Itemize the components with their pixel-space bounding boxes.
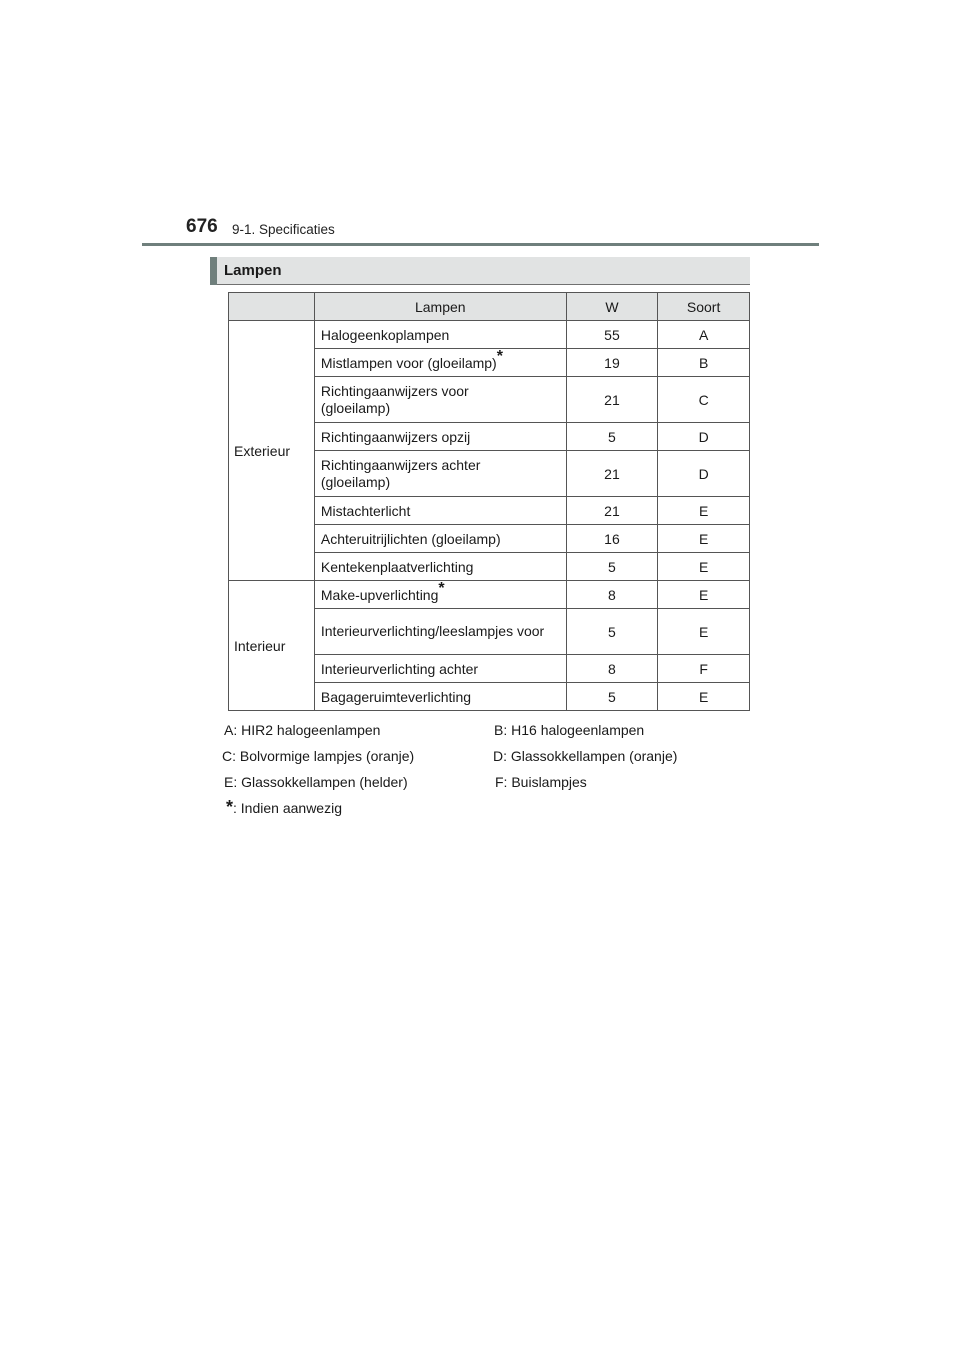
lamp-type: B: [658, 349, 750, 377]
legend-a: A: HIR2 halogeenlampen: [224, 722, 381, 738]
lamp-watt: 55: [566, 321, 658, 349]
lamp-watt: 19: [566, 349, 658, 377]
lamp-name: Kentekenplaatverlichting: [314, 553, 566, 581]
lamp-watt: 5: [566, 423, 658, 451]
group-label-exterior: Exterieur: [229, 321, 315, 581]
group-label-interior: Interieur: [229, 581, 315, 711]
column-header-group: [229, 293, 315, 321]
lamp-watt: 21: [566, 497, 658, 525]
legend-d: D: Glassokkellampen (oranje): [493, 748, 678, 764]
lamp-name: Mistachterlicht: [314, 497, 566, 525]
lamp-name: Halogeenkoplampen: [314, 321, 566, 349]
footnote-asterisk: *: [226, 797, 234, 817]
lamp-watt: 21: [566, 451, 658, 497]
footnote-text: : Indien aanwezig: [233, 800, 342, 816]
legend-e: E: Glassokkellampen (helder): [224, 774, 408, 790]
lamp-name-cell: [314, 581, 566, 609]
section-heading-bar: [210, 257, 750, 285]
lamp-type: A: [658, 321, 750, 349]
lamp-name-cell: [314, 349, 566, 377]
lamp-type: D: [658, 451, 750, 497]
table-row: [229, 321, 750, 349]
lamp-type: E: [658, 683, 750, 711]
lamp-watt: 8: [566, 655, 658, 683]
lamp-name: Richtingaanwijzers achter (gloeilamp): [314, 451, 566, 497]
lamp-spec-table: [228, 292, 750, 711]
header-rule: [142, 243, 819, 246]
lamp-type: C: [658, 377, 750, 423]
lamp-watt: 5: [566, 553, 658, 581]
column-header-type: Soort: [658, 293, 750, 321]
table-header-row: [229, 293, 750, 321]
lamp-watt: 16: [566, 525, 658, 553]
lamp-name: Richtingaanwijzers opzij: [314, 423, 566, 451]
lamp-type: E: [658, 497, 750, 525]
legend-b: B: H16 halogeenlampen: [494, 722, 645, 738]
lamp-type: E: [658, 609, 750, 655]
footnote: [226, 797, 342, 818]
lamp-type: E: [658, 553, 750, 581]
legend-c: C: Bolvormige lampjes (oranje): [222, 748, 415, 764]
lamp-watt: 21: [566, 377, 658, 423]
footnote-asterisk: *: [496, 347, 503, 365]
lamp-watt: 5: [566, 683, 658, 711]
column-header-watt: W: [566, 293, 658, 321]
lamp-name: Mistlampen voor (gloeilamp): [320, 354, 497, 371]
lamp-type: E: [658, 525, 750, 553]
section-reference: 9-1. Specificaties: [232, 222, 335, 237]
lamp-name: Bagageruimteverlichting: [314, 683, 566, 711]
lamp-name: Interieurverlichting achter: [314, 655, 566, 683]
page-number: 676: [186, 216, 218, 237]
table-row: [229, 581, 750, 609]
lamp-type: E: [658, 581, 750, 609]
lamp-type: D: [658, 423, 750, 451]
column-header-lamp: Lampen: [314, 293, 566, 321]
lamp-watt: 5: [566, 609, 658, 655]
lamp-watt: 8: [566, 581, 658, 609]
footnote-asterisk: *: [438, 579, 445, 597]
lamp-name: Achteruitrijlichten (gloeilamp): [314, 525, 566, 553]
section-title: Lampen: [224, 262, 282, 279]
lamp-name: Make-upverlichting: [320, 586, 439, 603]
lamp-type: F: [658, 655, 750, 683]
legend-f: F: Buislampjes: [495, 774, 587, 790]
lamp-name: Interieurverlichting/leeslampjes voor: [314, 609, 566, 655]
lamp-name: Richtingaanwijzers voor (gloeilamp): [314, 377, 566, 423]
